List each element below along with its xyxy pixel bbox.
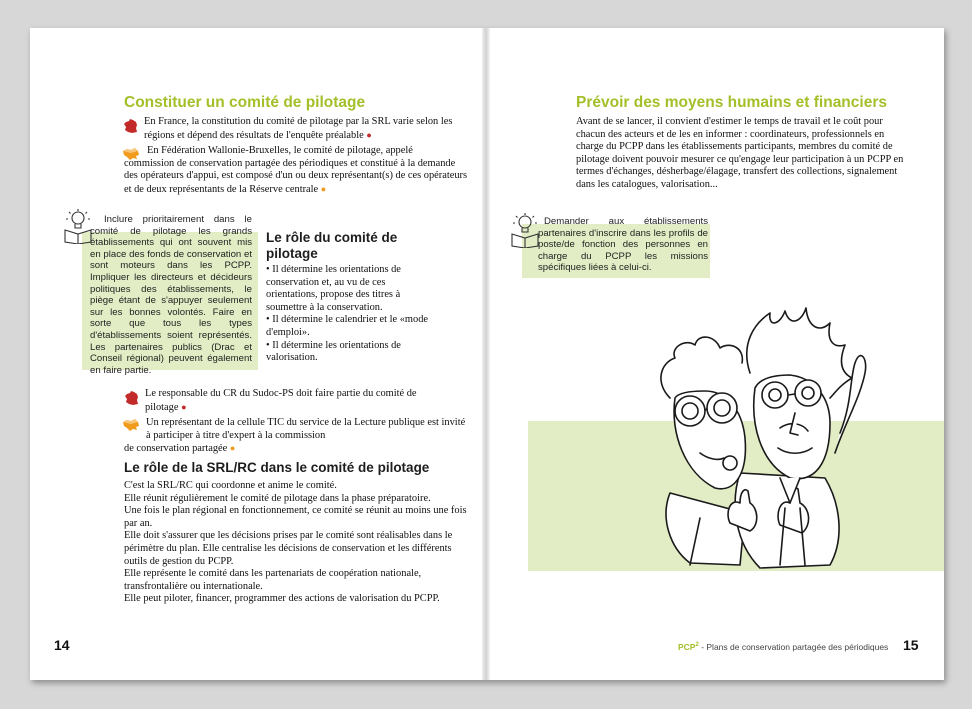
srl-line: Elle doit s'assurer que les décisions prises par le comité sont réalisables dans le périmètre du plan. Elle centralise les décisions de conservation et les différents outils de gestion du PCPP. <box>124 530 453 567</box>
paragraph-france <box>144 116 472 142</box>
paragraph-fwb-text: commission de conservation partagée des périodiques et constitué à la demande des opérateurs d'appui, est composé d'un ou deux représentant(s) de ces opérateurs et de deux représentants de la Réserve centrale <box>124 157 468 195</box>
role-item: • Il détermine les orientations de conservation et, au vu de ces orientations, propose des titres à soumettre à la conservation. <box>266 264 401 313</box>
book-spine <box>482 28 490 680</box>
page-number-left: 14 <box>54 637 70 653</box>
goggles-characters-illustration <box>630 303 870 593</box>
paragraph-fwb <box>124 158 468 197</box>
france-map-icon <box>124 390 140 406</box>
book-spread <box>30 28 944 680</box>
srl-line: Une fois le plan régional en fonctionnement, ce comité se réunit au moins une fois par an. <box>124 505 467 529</box>
footer-brand-superscript: 2 <box>695 642 699 649</box>
role-item: • Il détermine le calendrier et le «mode d'emploi». <box>266 314 429 338</box>
paragraph-intro: Avant de se lancer, il convient d'estimer le temps de travail et le coût pour chacun des acteurs et de les en informer : coordinateurs, professionnels en charge du PCPP dans les établissements participants, membres du comité de pilotage doivent pouvoir mesurer ce qu'engage leur participation à un PCPP en termes d'échanges, désherbage/élagage, transfert des collections, signalement dans les catalogues, valorisation... <box>576 116 904 190</box>
srl-line: Elle réunit régulièrement le comité de pilotage dans la phase préparatoire. <box>124 492 431 504</box>
role-item: • Il détermine les orientations de valorisation. <box>266 339 401 364</box>
tip-text-left: Inclure prioritairement dans le comité de pilotage les grands établissements qui ont souvent mis en place des fonds de conservation et sont moteurs dans les PCPP. Impliquer les directeurs et décideurs politiques des établissements, le piège étant de s'appuyer seulement sur les bonnes volontés. Faire en sorte que tous les types d'établissements soient représentés. Les partenaires publics (Drac et Conseil régional) peuvent également en faire partie. <box>90 214 252 376</box>
paragraph-tic-end <box>124 442 444 456</box>
paragraph-france-text: En France, la constitution du comité de pilotage par la SRL varie selon les régions et dépend des résultats de l'enquête préalable <box>144 116 453 141</box>
footer-brand: PCP <box>678 642 696 652</box>
end-dot-orange: ● <box>229 443 236 453</box>
srl-text <box>124 480 476 606</box>
page-number-right: 15 <box>903 637 919 653</box>
lightbulb-book-icon <box>508 212 542 248</box>
end-dot-orange: ● <box>320 183 327 194</box>
end-dot-red: ● <box>366 129 372 140</box>
footer-text <box>678 642 888 652</box>
belgium-map-icon <box>122 418 140 432</box>
srl-line: C'est la SRL/RC qui coordonne et anime le comité. <box>124 480 337 491</box>
role-title: Le rôle du comité de pilotage <box>266 230 398 261</box>
paragraph-tic-end-text: de conservation partagée <box>124 443 228 454</box>
role-list <box>266 264 436 365</box>
paragraph-sudoc <box>145 388 445 414</box>
srl-line: Elle représente le comité dans les partenariats de coopération nationale, transfrontalière ou internationale. <box>124 568 422 592</box>
paragraph-fwb-line1: En Fédération Wallonie-Bruxelles, le comité de pilotage, appelé <box>147 145 413 156</box>
paragraph-sudoc-text: Le responsable du CR du Sudoc-PS doit faire partie du comité de pilotage <box>145 388 417 413</box>
srl-line: Elle peut piloter, financer, programmer des actions de valorisation du PCPP. <box>124 593 440 605</box>
end-dot-red: ● <box>181 401 187 412</box>
tip-text-right: Demander aux établissements partenaires d'inscrire dans les profils de poste/de fonction des personnes en charge du PCPP les missions spécifiques liées à celui-ci. <box>538 216 708 274</box>
france-map-icon <box>123 118 139 134</box>
left-page-title: Constituer un comité de pilotage <box>124 94 366 111</box>
paragraph-tic: Un représentant de la cellule TIC du service de la Lecture publique est invité à participer à titre d'expert à la commission <box>146 417 466 441</box>
right-page-title: Prévoir des moyens humains et financiers <box>576 94 887 111</box>
footer-title: - Plans de conservation partagée des périodiques <box>698 642 889 652</box>
srl-title: Le rôle de la SRL/RC dans le comité de pilotage <box>124 460 430 475</box>
